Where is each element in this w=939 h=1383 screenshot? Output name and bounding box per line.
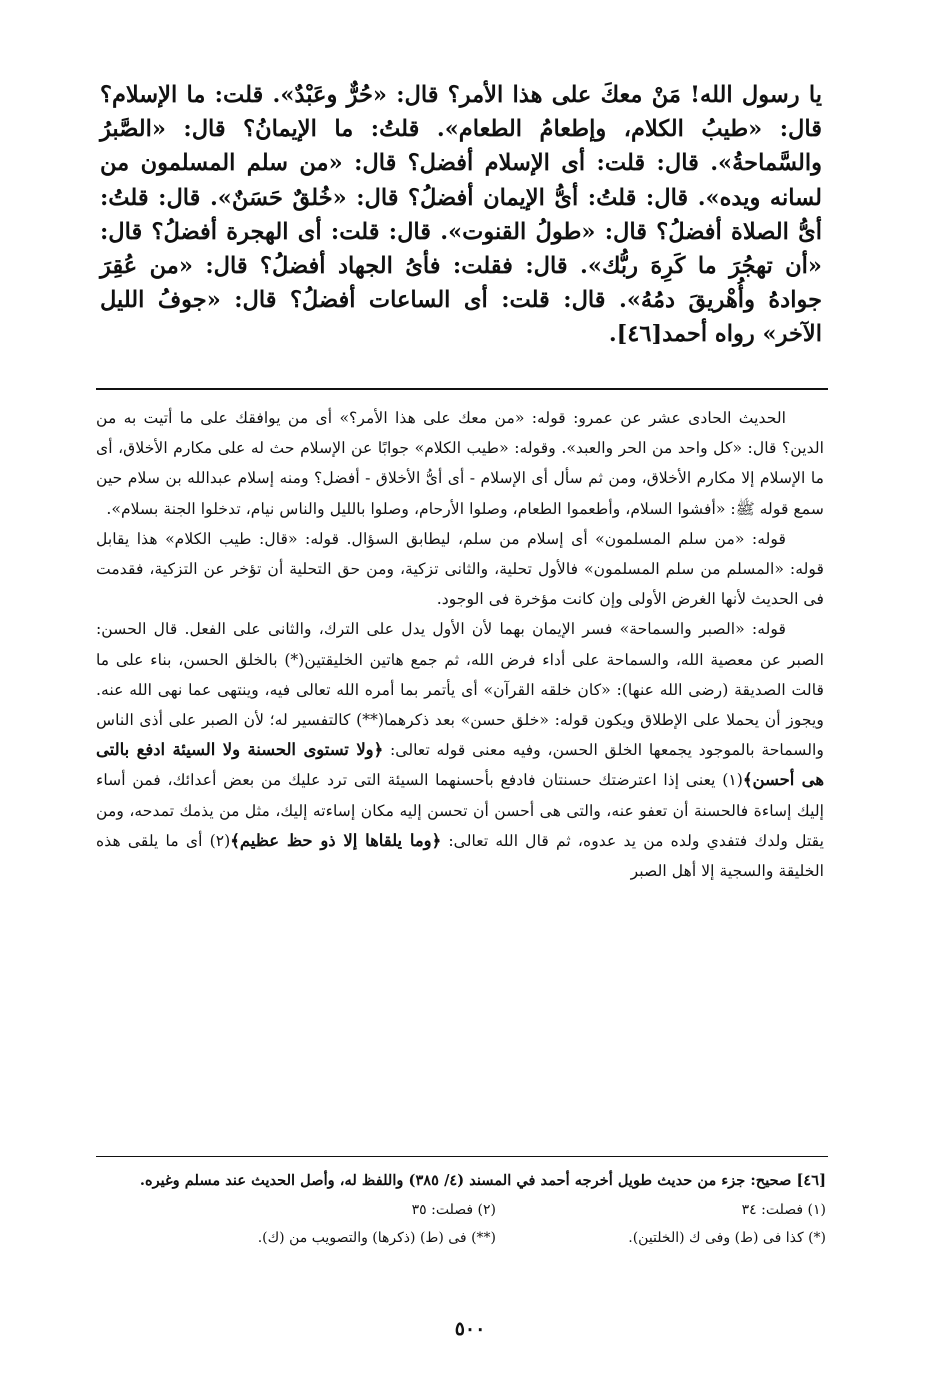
footnote-row bbox=[96, 1196, 826, 1224]
footnote-row bbox=[96, 1224, 826, 1252]
section-divider bbox=[96, 388, 828, 390]
commentary-text: (٢) أى ما يلقى هذه الخليقة والسجية إلا أهل الصبر bbox=[96, 830, 824, 881]
quran-verse: ﴿ولا تستوى الحسنة ولا السيئة ادفع بالتى هى أحسن﴾ bbox=[96, 740, 824, 790]
footnote-divider bbox=[96, 1156, 828, 1157]
footnote-star-2: (**) فى (ط) (ذكرها) والتصويب من (ك). bbox=[257, 1230, 496, 1246]
footnote-1: (١) فصلت: ٣٤ bbox=[741, 1202, 826, 1218]
commentary-text: (١) يعنى إذا اعترضتك حسنتان فادفع بأحسنهما السيئة التى ترد عليك من بعض أعدائك، فمن أساء إليك إساءة فالحسنة أن تعفو عنه، والتى هى أحسن أن تحسن إليه مكان إساءته إليك، مثل من يذمك تمدحه، ومن يقتل ولدك فتفدي ولده من يد عدوه، ثم قال الله تعالى: bbox=[96, 770, 824, 850]
footnote-2: (٢) فصلت: ٣٥ bbox=[411, 1202, 496, 1218]
footnotes-block bbox=[96, 1165, 826, 1252]
page-number: ٥٠٠ bbox=[454, 1318, 486, 1340]
commentary-paragraph-2: قوله: «من سلم المسلمون» أى إسلام من سلم، ليطابق السؤال. قوله: «قال: طيب الكلام» هذا يقابل قوله: «المسلم من سلم المسلمون» فالأول تحلية، والثانى تزكية، ومن حق التحلية أن تؤخر عن التزكية، فقدمت فى الحديث لأنها الغرض الأولى وإن كانت مؤخرة فى الوجود. bbox=[96, 528, 824, 609]
commentary-paragraph-1: الحديث الحادى عشر عن عمرو: قوله: «من معك على هذا الأمر؟» أى من يوافقك على ما أتيت به من الدين؟ قال: «كل واحد من الحر والعبد». وقوله: «طيب الكلام» جوابًا عن الإسلام حث له على مكارم الأخلاق، أى ما الإسلام إلا مكارم الأخلاق، ومن ثم سأل أى الإسلام - أى أىُّ الأخلاق - أفضل؟ ومنه إسلام عبدالله بن سلام حين سمع قوله ﷺ: «أفشوا السلام، وأطعموا الطعام، وصلوا الأرحام، وصلوا بالليل والناس نيام، تدخلوا الجنة بسلام». bbox=[96, 408, 824, 518]
commentary-block bbox=[96, 403, 824, 886]
quran-verse: ﴿وما يلقاها إلا ذو حظ عظيم﴾ bbox=[230, 830, 442, 850]
hadith-text-block bbox=[100, 78, 822, 352]
hadith-paragraph: يا رسول الله! مَنْ معكَ على هذا الأمر؟ قال: «حُرٌّ وعَبْدٌ». قلت: ما الإسلام؟ قال: «طيبُ الكلام، وإطعامُ الطعام». قلتُ: ما الإيمانُ؟ قال: «الصَّبرُ والسَّماحةُ». قال: قلت: أى الإسلام أفضل؟ قال: «من سلم المسلمون من لسانه ويده». قال: قلتُ: أىُّ الإيمان أفضلُ؟ قال: «خُلقٌ حَسَنٌ». قال: قلتُ: أىُّ الصلاة أفضلُ؟ قال: «طولُ القنوت». قال: قلت: أى الهجرة أفضلُ؟ قال: «أن تهجُرَ ما كَرِهَ ربُّك». قال: فقلت: فأىُ الجهاد أفضلُ؟ قال: «من عُقِرَ جوادهُ وأُهْريقَ دمُهُ». قال: قلت: أى الساعات أفضلُ؟ قال: «جوفُ الليل الآخر» رواه أحمد[٤٦]. bbox=[100, 82, 822, 348]
commentary-text: قوله: «الصبر والسماحة» فسر الإيمان بهما لأن الأول يدل على الترك، والثانى على الفعل. قال الحسن: الصبر عن معصية الله، والسماحة على أداء فرض الله، ثم جمع هاتين الخليقتين(*) بالخلق الحسن، بناء على ما قالت الصديقة (رضى الله عنها): «كان خلقه القرآن» أى يأتمر بما أمره الله تعالى فيه، وينتهى عما نهى الله عنه. ويجوز أن يحملا على الإطلاق ويكون قوله: «خلق حسن» بعد ذكرهما(**) كالتفسير له؛ لأن الصبر على أذى الناس والسماحة بالموجود يجمعها الخلق الحسن، وفيه معنى قوله تعالى: bbox=[96, 619, 824, 760]
footnote-hadith-source: [٤٦] صحيح: جزء من حديث طويل أخرجه أحمد في المسند (٤/ ٣٨٥) واللفظ له، وأصل الحديث عند مسلم وغيره. bbox=[139, 1172, 826, 1189]
commentary-paragraph-3 bbox=[96, 614, 824, 886]
footnote-star-1: (*) كذا فى (ط) وفى ك (الخلتين). bbox=[628, 1230, 826, 1246]
